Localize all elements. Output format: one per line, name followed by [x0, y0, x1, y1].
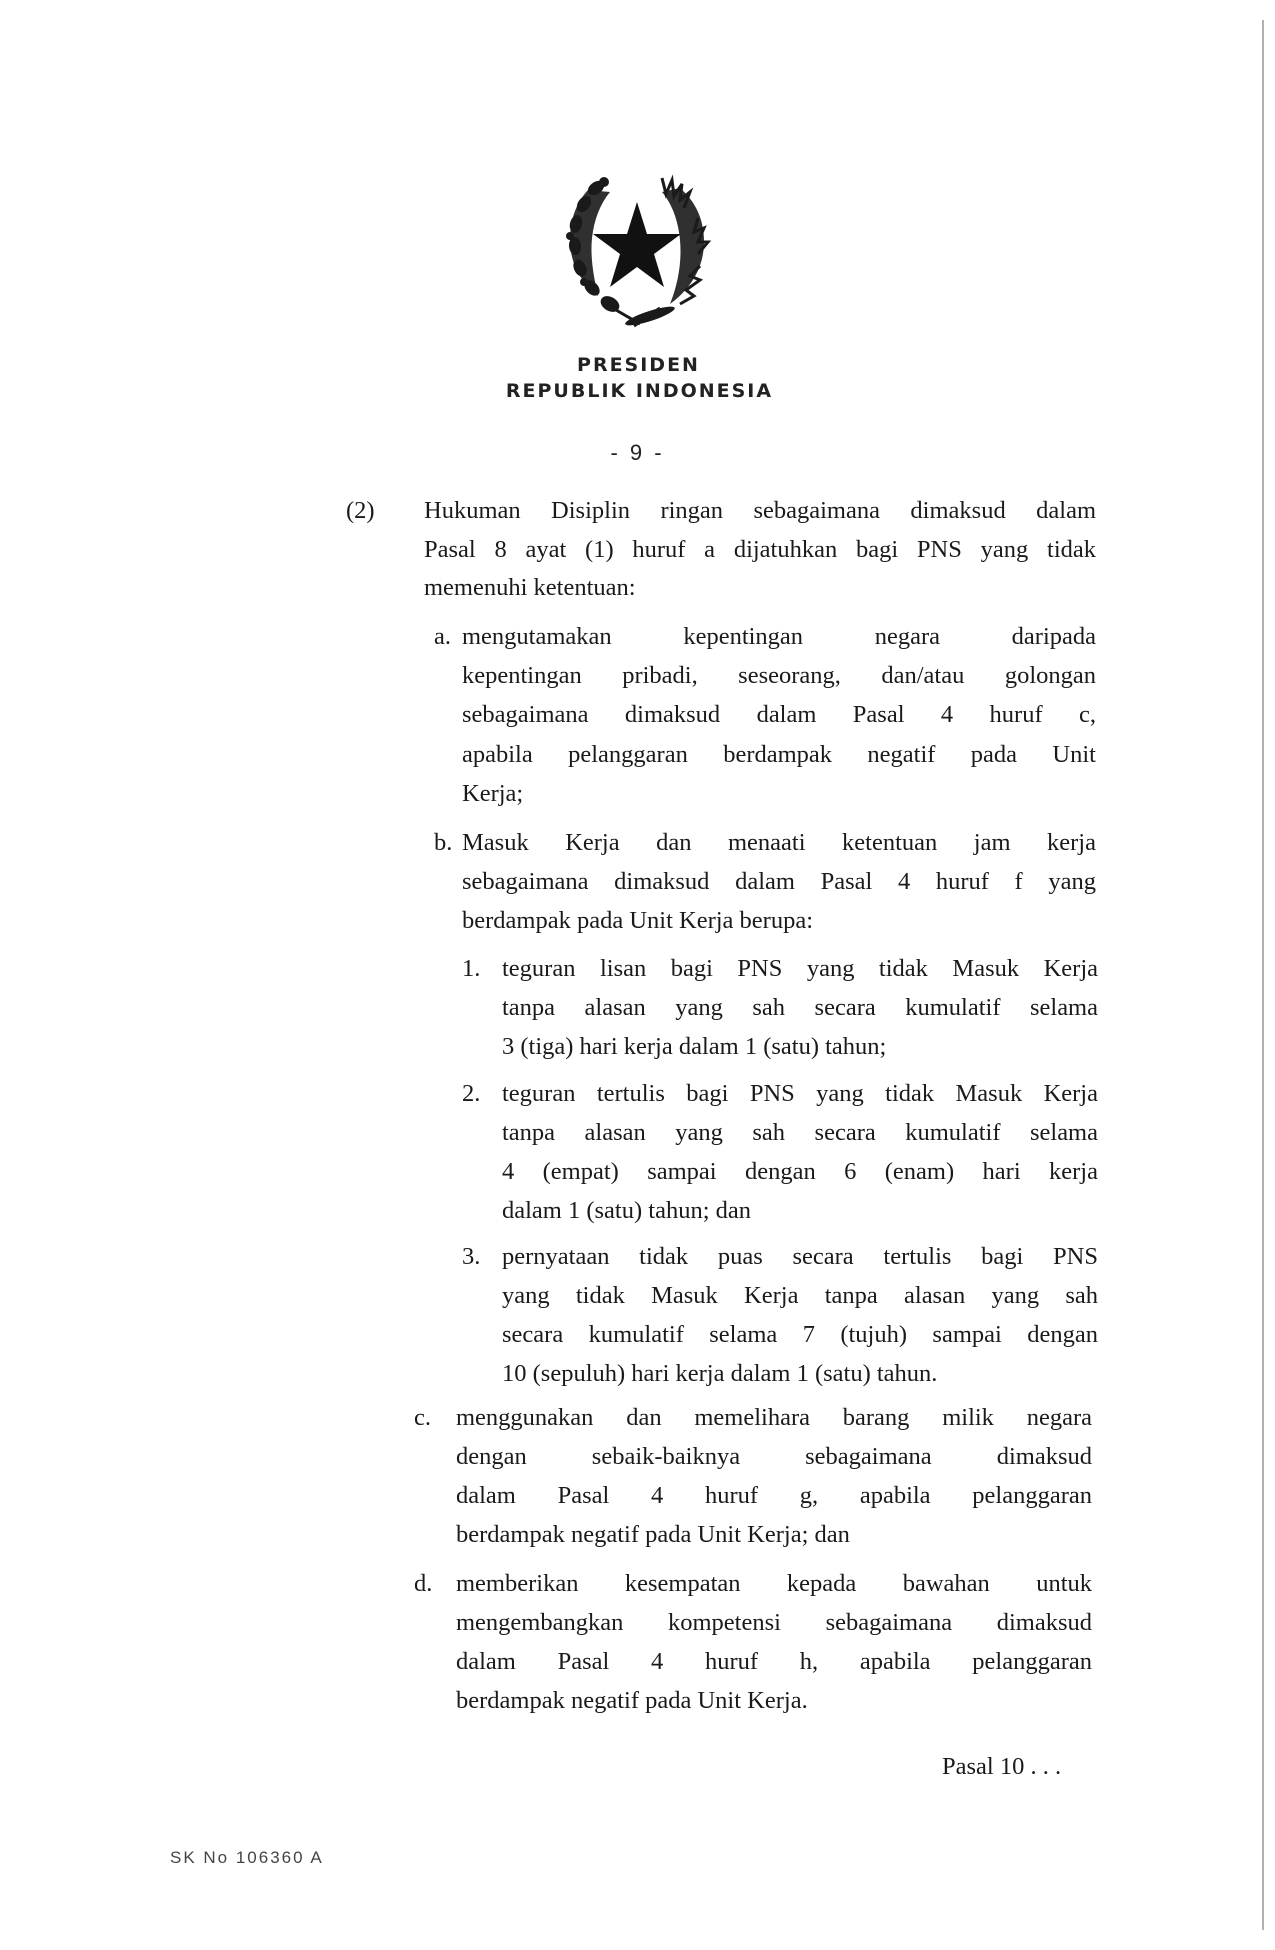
sub-3-line: pernyataan tidak puas secara tertulis bagi PNS	[502, 1243, 1098, 1270]
sub-1-line: 3 (tiga) hari kerja dalam 1 (satu) tahun;	[502, 1033, 887, 1060]
item-a-marker: a.	[434, 623, 451, 650]
item-a-line: kepentingan pribadi, seseorang, dan/atau golongan	[462, 662, 1096, 689]
item-b-line: sebagaimana dimaksud dalam Pasal 4 huruf f yang	[462, 868, 1096, 895]
header-republik-indonesia: REPUBLIK INDONESIA	[505, 380, 774, 402]
sub-2-line: tanpa alasan yang sah secara kumulatif selama	[502, 1119, 1098, 1146]
item-c-line: dengan sebaik-baiknya sebagaimana dimaksud	[456, 1443, 1092, 1470]
sub-2-line: 4 (empat) sampai dengan 6 (enam) hari kerja	[502, 1158, 1098, 1185]
paragraph-2-marker: (2)	[346, 497, 375, 524]
item-d-line: mengembangkan kompetensi sebagaimana dimaksud	[456, 1609, 1092, 1636]
item-a-line: Kerja;	[462, 780, 524, 807]
item-c-line: menggunakan dan memelihara barang milik negara	[456, 1404, 1092, 1431]
item-a-line: apabila pelanggaran berdampak negatif pada Unit	[462, 741, 1096, 768]
page-number: - 9 -	[610, 440, 665, 465]
continuation-note: Pasal 10 . . .	[942, 1753, 1062, 1780]
header-presiden: PRESIDEN	[577, 354, 700, 376]
item-d-line: memberikan kesempatan kepada bawahan untuk	[456, 1570, 1092, 1597]
item-d-line: berdampak negatif pada Unit Kerja.	[456, 1687, 808, 1714]
item-b-line: berdampak pada Unit Kerja berupa:	[462, 907, 814, 934]
item-c-marker: c.	[414, 1404, 431, 1431]
item-b-marker: b.	[434, 829, 453, 856]
item-a-line: mengutamakan kepentingan negara daripada	[462, 623, 1096, 650]
item-d-line: dalam Pasal 4 huruf h, apabila pelanggaran	[456, 1648, 1092, 1675]
paragraph-2-line: Pasal 8 ayat (1) huruf a dijatuhkan bagi PNS yang tidak	[424, 536, 1096, 563]
item-d-marker: d.	[414, 1570, 433, 1597]
sub-1-line: teguran lisan bagi PNS yang tidak Masuk Kerja	[502, 955, 1098, 982]
sub-3-line: 10 (sepuluh) hari kerja dalam 1 (satu) tahun.	[502, 1360, 938, 1387]
sub-3-line: yang tidak Masuk Kerja tanpa alasan yang sah	[502, 1282, 1098, 1309]
paragraph-2-line: Hukuman Disiplin ringan sebagaimana dimaksud dalam	[424, 497, 1096, 524]
sub-3-marker: 3.	[462, 1243, 481, 1270]
page-edge-line	[1262, 20, 1264, 1930]
item-c-line: berdampak negatif pada Unit Kerja; dan	[456, 1521, 850, 1548]
presidential-emblem-icon	[548, 158, 726, 336]
sub-2-line: teguran tertulis bagi PNS yang tidak Masuk Kerja	[502, 1080, 1098, 1107]
sub-2-line: dalam 1 (satu) tahun; dan	[502, 1197, 752, 1224]
sub-2-marker: 2.	[462, 1080, 481, 1107]
footer-document-code: SK No 106360 A	[170, 1848, 324, 1867]
item-c-line: dalam Pasal 4 huruf g, apabila pelanggaran	[456, 1482, 1092, 1509]
item-a-line: sebagaimana dimaksud dalam Pasal 4 huruf c,	[462, 701, 1096, 728]
sub-1-line: tanpa alasan yang sah secara kumulatif selama	[502, 994, 1098, 1021]
item-b-line: Masuk Kerja dan menaati ketentuan jam kerja	[462, 829, 1096, 856]
sub-3-line: secara kumulatif selama 7 (tujuh) sampai dengan	[502, 1321, 1098, 1348]
paragraph-2-line: memenuhi ketentuan:	[424, 574, 636, 601]
sub-1-marker: 1.	[462, 955, 481, 982]
